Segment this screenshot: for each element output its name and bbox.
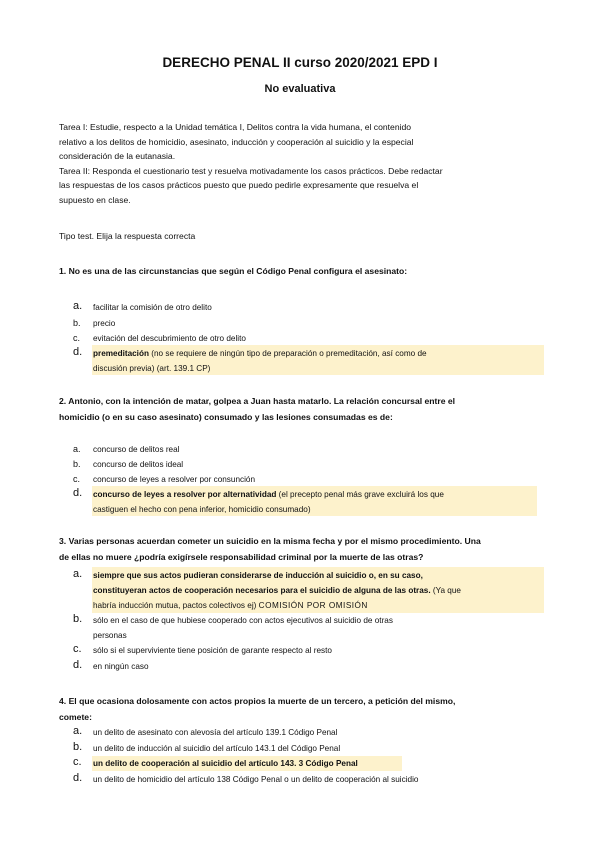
question-number: 4. (59, 696, 67, 706)
task-two-line: Tarea II: Responda el cuestionario test y resuelva motivadamente los casos prácticos. Debe redactar (59, 165, 443, 176)
question-text: No es una de las circunstancias que según el Código Penal configura el asesinato: (68, 266, 408, 276)
answer-explanation: (el precepto penal más grave excluirá los que (276, 490, 444, 499)
option-letter: c. (73, 756, 82, 768)
option-letter: d. (73, 659, 83, 671)
answer-note-caps: COMISIÓN POR OMISIÓN (258, 601, 368, 610)
option-text (93, 346, 541, 376)
question-text: de ellas no muere ¿podría exigírsele responsabilidad criminal por la muerte de las otras? (59, 551, 424, 562)
task-two-line: supuesto en clase. (59, 194, 131, 205)
option-letter: b. (73, 459, 81, 469)
task-one-paragraph (59, 120, 541, 207)
option-text: concurso de delitos real (93, 445, 180, 454)
option-text (93, 568, 541, 613)
question-text: El que ocasiona dolosamente con actos propios la muerte de un tercero, a petición del mismo, (68, 696, 456, 706)
option-letter: a. (73, 444, 81, 454)
correct-answer-text: constituyeran actos de cooperación necesarios para el suicidio de alguna de las otras. (93, 586, 431, 595)
option-letter: d. (73, 772, 83, 784)
document-title: DERECHO PENAL II curso 2020/2021 EPD I (162, 55, 438, 70)
option-letter: b. (73, 741, 83, 753)
option-text: un delito de inducción al suicidio del artículo 143.1 del Código Penal (93, 744, 341, 753)
option-letter: a. (73, 300, 83, 312)
task-one-line: Tarea I: Estudie, respecto a la Unidad temática I, Delitos contra la vida humana, el contenido (59, 122, 412, 132)
option-letter: b. (73, 613, 83, 625)
document-subtitle: No evaluativa (264, 83, 336, 95)
option-text-line: personas (93, 631, 127, 640)
answer-explanation: (no se requiere de ningún tipo de preparación o premeditación, así como de (148, 349, 427, 358)
question-number: 2. (59, 396, 67, 406)
option-text: un delito de homicidio del artículo 138 Código Penal o un delito de cooperación al suicidio (93, 775, 419, 784)
option-text (93, 487, 541, 517)
question-text: comete: (59, 711, 92, 722)
option-text: facilitar la comisión de otro delito (93, 303, 212, 312)
question-text: homicidio (o en su caso asesinato) consumado y las lesiones consumadas es de: (59, 411, 393, 422)
option-letter: d. (73, 487, 83, 499)
answer-explanation: (Ya que (430, 586, 461, 595)
correct-answer-text: un delito de cooperación al suicidio del artículo 143. 3 Código Penal (93, 759, 358, 768)
option-text: en ningún caso (93, 662, 149, 671)
question-text: Antonio, con la intención de matar, golpea a Juan hasta matarlo. La relación concursal entre el (68, 396, 456, 406)
question-4 (59, 694, 541, 725)
answer-explanation: habría inducción mutua, pactos colectivos ej) (93, 601, 259, 610)
task-one-line: relativo a los delitos de homicidio, asesinato, inducción y cooperación al suicidio y la especial (59, 136, 414, 147)
option-text: sólo si el superviviente tiene posición de garante respecto al resto (93, 646, 332, 655)
option-letter: a. (73, 725, 83, 737)
option-text: concurso de leyes a resolver por consunción (93, 475, 256, 484)
test-heading: Tipo test. Elija la respuesta correcta (59, 231, 196, 241)
correct-answer-text: concurso de leyes a resolver por alternatividad (93, 490, 277, 499)
question-number: 1. (59, 266, 67, 276)
option-text (93, 613, 541, 643)
question-3 (59, 534, 541, 565)
option-text: concurso de delitos ideal (93, 460, 184, 469)
option-letter: a. (73, 568, 83, 580)
option-text: evitación del descubrimiento de otro delito (93, 334, 246, 343)
correct-answer-text: siempre que sus actos pudieran considerarse de inducción al suicidio o, en su caso, (93, 571, 423, 580)
answer-explanation: castiguen el hecho con pena inferior, homicidio consumado) (93, 505, 311, 514)
task-two-line: las respuestas de los casos prácticos puesto que puedo pedirle expresamente que resuelva el (59, 180, 419, 190)
question-1 (59, 264, 541, 280)
option-letter: c. (73, 333, 81, 343)
question-text: Varias personas acuerdan cometer un suicidio en la misma fecha y por el mismo procedimiento. Una (68, 536, 481, 546)
option-letter: d. (73, 346, 83, 358)
task-one-line: consideración de la eutanasia. (59, 151, 176, 161)
option-text: precio (93, 319, 116, 328)
correct-answer-text: premeditación (93, 349, 149, 358)
question-number: 3. (59, 536, 67, 546)
option-letter: b. (73, 318, 81, 328)
option-text-line: sólo en el caso de que hubiese cooperado con actos ejecutivos al suicidio de otras (93, 616, 393, 625)
option-letter: c. (73, 474, 81, 484)
question-2 (59, 394, 541, 425)
answer-explanation: discusión previa) (art. 139.1 CP) (93, 364, 211, 373)
option-letter: c. (73, 643, 82, 655)
option-text: un delito de asesinato con alevosía del artículo 139.1 Código Penal (93, 728, 338, 737)
